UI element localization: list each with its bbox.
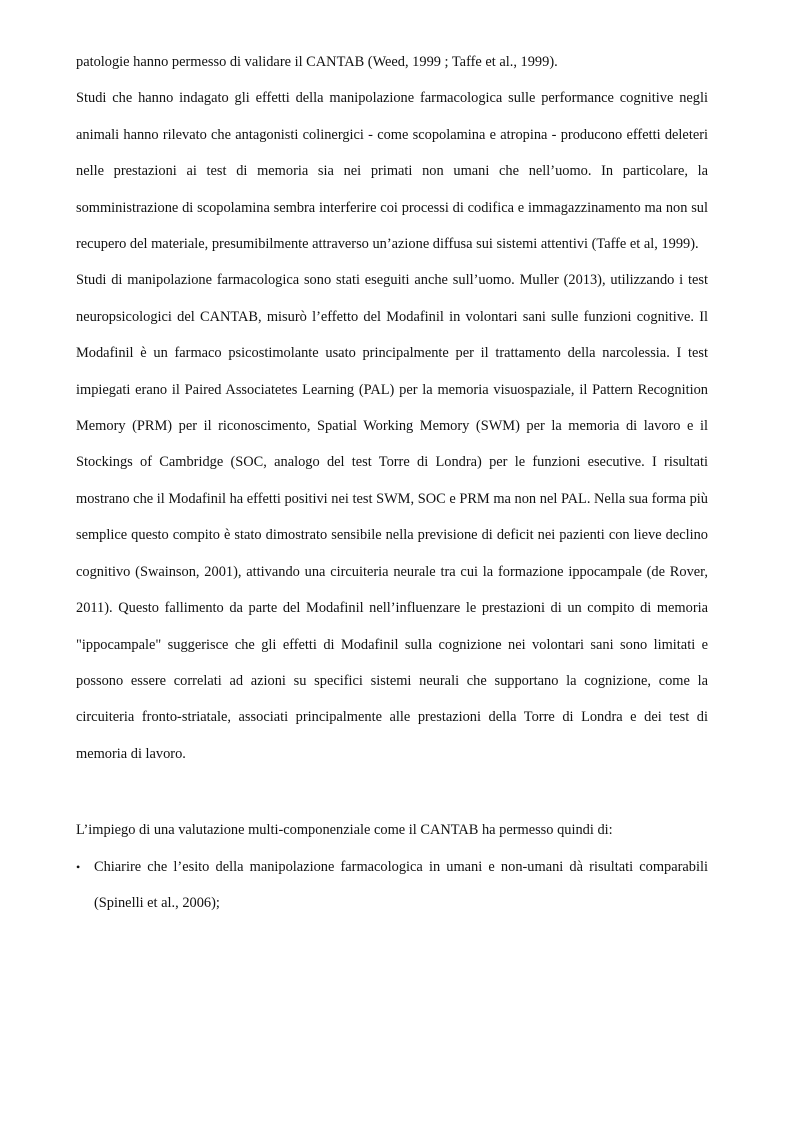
paragraph-spacer [76,772,708,812]
list-intro: L’impiego di una valutazione multi-componenziale come il CANTAB ha permesso quindi di: [76,822,613,839]
paragraph-1: patologie hanno permesso di validare il CANTAB (Weed, 1999 ; Taffe et al., 1999). [76,54,558,70]
paragraph-2: Studi che hanno indagato gli effetti della manipolazione farmacologica sulle performance cognitive negli animali hanno rilevato che antagonisti colinergici - come scopolamina e atropina - producono effetti deleteri nelle prestazioni ai test di memoria sia nei primati non umani che nell’uomo. In particolare, la somministrazione di scopolamina sembra interferire coi processi di codifica e immagazzinamento ma non sul recupero del materiale, presumibilmente attraverso un’azione diffusa sui sistemi attentivi (Taffe et al, 1999). [76,90,708,253]
paragraph-3: Studi di manipolazione farmacologica sono stati eseguiti anche sull’uomo. Muller (2013), utilizzando i test neuropsicologici del CANTAB, misurò l’effetto del Modafinil in volontari sani sulle funzioni cognitive. Il Modafinil è un farmaco psicostimolante usato principalmente per il trattamento della narcolessia. I test impiegati erano il Paired Associatetes Learning (PAL) per la memoria visuospaziale, il Pattern Recognition Memory (PRM) per il riconoscimento, Spatial Working Memory (SWM) per la memoria di lavoro e il Stockings of Cambridge (SOC, analogo del test Torre di Londra) per le funzioni esecutive. I risultati mostrano che il Modafinil ha effetti positivi nei test SWM, SOC e PRM ma non nel PAL. Nella sua forma più semplice questo compito è stato dimostrato sensibile nella previsione di deficit nei pazienti con lieve declino cognitivo (Swainson, 2001), attivando una circuiteria neurale tra cui la formazione ippocampale (de Rover, 2011). Questo fallimento da parte del Modafinil nell’influenzare le prestazioni di un compito di memoria "ippocampale" suggerisce che gli effetti di Modafinil sulla cognizione nei volontari sani sono limitati e possono essere correlati ad azioni su specifici sistemi neurali che supportano la cognizione, come la circuiteria fronto-striatale, associati principalmente alle prestazioni della Torre di Londra e dei test di memoria di lavoro. [76,272,708,762]
bullet-list [76,849,708,922]
document-page [76,44,708,921]
bullet-icon: • [76,859,81,874]
list-item-text: Chiarire che l’esito della manipolazione farmacologica in umani e non-umani dà risultati comparabili (Spinelli et al., 2006); [94,858,708,911]
list-item [76,849,708,922]
